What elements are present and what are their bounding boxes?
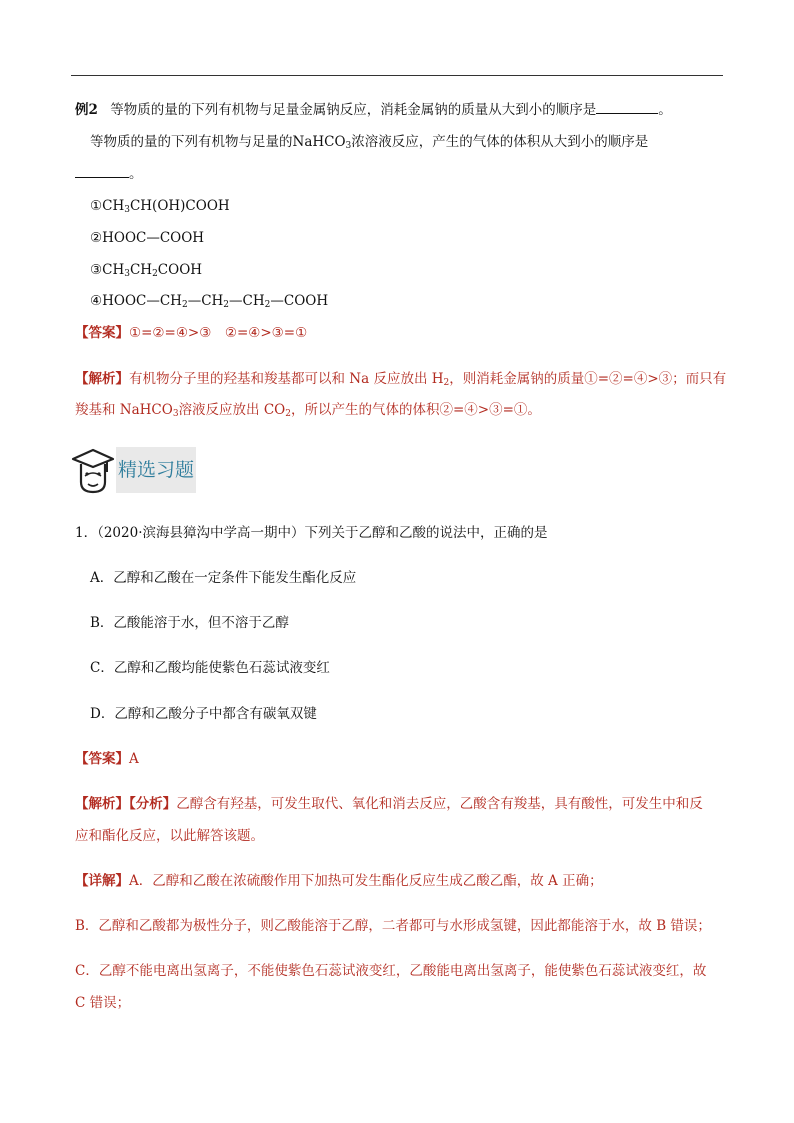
question-analysis-line-2: 应和酯化反应，以此解答该题。 bbox=[75, 828, 264, 844]
question-stem: 1．（2020·滨海县獐沟中学高一期中）下列关于乙醇和乙酸的说法中，正确的是 bbox=[75, 525, 548, 541]
example-label: 例2 bbox=[75, 102, 98, 118]
answer-blank bbox=[596, 101, 658, 114]
option-c: C．乙醇和乙酸均能使紫色石蕊试液变红 bbox=[90, 660, 330, 676]
answer-blank bbox=[75, 165, 129, 178]
option-d: D．乙醇和乙酸分子中都含有碳氧双键 bbox=[90, 706, 317, 722]
detail-c-line-1: C．乙醇不能电离出氢离子，不能使紫色石蕊试液变红，乙酸能电离出氢离子，能使紫色石蕊试液变红，故 bbox=[75, 963, 707, 979]
graduate-icon bbox=[71, 446, 115, 494]
example-question-2: 等物质的量的下列有机物与足量的NaHCO$_3$浓溶液反应，产生的气体的体积从大到小的顺序是 bbox=[90, 134, 649, 151]
example-analysis-line-1: 【解析】有机物分子里的羟基和羧基都可以和 Na 反应放出 $H_2$，则消耗金属钠的质量①=②=④>③；而只有 bbox=[75, 371, 727, 388]
detail-a: 【详解】A．乙醇和乙酸在浓硫酸作用下加热可发生酯化反应生成乙酸乙酯，故 A 正确； bbox=[75, 873, 603, 889]
detail-b: B．乙醇和乙酸都为极性分子，则乙酸能溶于乙醇，二者都可与水形成氢键，因此都能溶于水，故 B 错误； bbox=[75, 918, 711, 934]
question-analysis-line-1: 【解析】【分析】乙醇含有羟基，可发生取代、氧化和消去反应，乙酸含有羧基，具有酸性，可发生中和反 bbox=[75, 796, 703, 812]
example-question-2-end: 。 bbox=[75, 165, 143, 183]
question-answer: 【答案】A bbox=[75, 751, 139, 767]
compound-3: $③CH_3CH_2COOH$ bbox=[90, 262, 203, 279]
option-a: A．乙醇和乙酸在一定条件下能发生酯化反应 bbox=[90, 570, 357, 586]
compound-1: $①CH_3CH(OH)COOH$ bbox=[90, 198, 230, 215]
example-question-1: 例2 等物质的量的下列有机物与足量金属钠反应，消耗金属钠的质量从大到小的顺序是 。 bbox=[75, 102, 672, 118]
option-b: B．乙酸能溶于水，但不溶于乙醇 bbox=[90, 615, 289, 631]
header-rule bbox=[71, 75, 723, 76]
example-answer: 【答案】①=②=④>③ ②=④>③=① bbox=[75, 325, 308, 341]
detail-c-line-2: C 错误； bbox=[75, 995, 131, 1011]
example-analysis-line-2: 羧基和 NaHCO$_3$溶液反应放出 $CO_2$，所以产生的气体的体积②=④>③=①。 bbox=[75, 402, 541, 419]
compound-2: ②HOOC—COOH bbox=[90, 230, 205, 246]
compound-4: $④HOOC—CH_2—CH_2—CH_2—COOH$ bbox=[90, 293, 329, 310]
section-title: 精选习题 bbox=[116, 447, 196, 493]
